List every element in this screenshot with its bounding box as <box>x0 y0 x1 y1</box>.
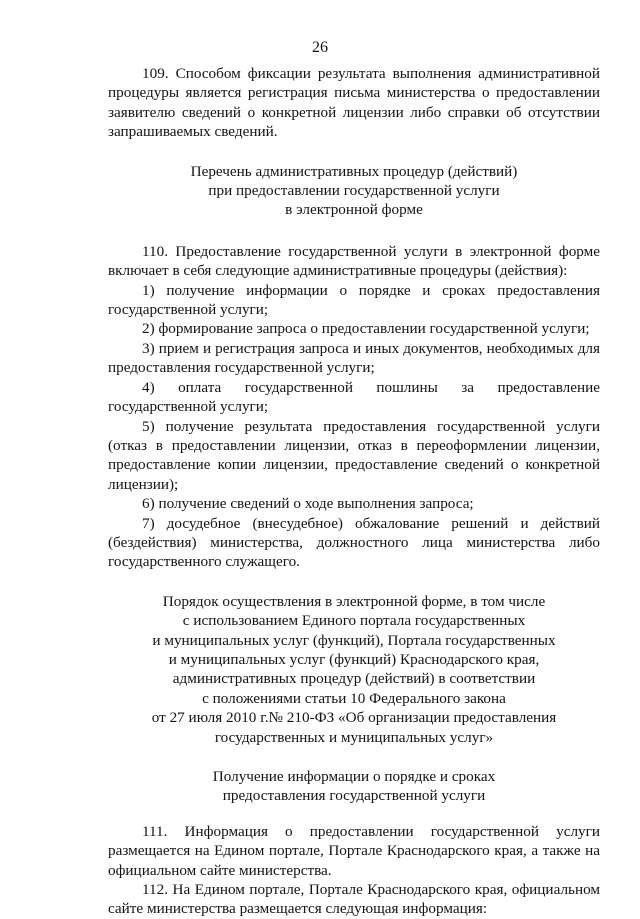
list-item: 2) формирование запроса о предоставлении государственной услуги; <box>142 320 590 338</box>
heading-line: при предоставлении государственной услуги <box>208 182 500 200</box>
heading-line: административных процедур (действий) в соответствии <box>172 670 536 688</box>
list-item: 5) получение результата предоставления государственной услуги (отказ в предоставлении лицензии, отказ в переоформлении лицензии, предоставление копии лицензии, предоставление сведений о конкретной лицензии); <box>108 417 600 493</box>
list-item: 3) прием и регистрация запроса и иных документов, необходимых для предоставления государственной услуги; <box>108 339 600 377</box>
heading-line: и муниципальных услуг (функций), Портала государственных <box>152 631 556 649</box>
page-number: 26 <box>312 39 328 56</box>
paragraph-109: 109. Способом фиксации результата выполнения административной процедуры является регистрация письма министерства о предоставлении заявителю сведений о конкретной лицензии либо справки об отсутствии запрашиваемых сведений. <box>108 65 600 141</box>
heading-line: и муниципальных услуг (функций) Краснодарского края, <box>168 650 540 668</box>
heading-procedures-list <box>108 162 600 220</box>
heading-line: государственных и муниципальных услуг» <box>214 728 494 746</box>
heading-information <box>108 767 600 806</box>
heading-line: предоставления государственной услуги <box>222 787 486 805</box>
list-item: 7) досудебное (внесудебное) обжалование решений и действий (бездействия) министерства, должностного лица министерства либо государственного служащего. <box>108 514 600 571</box>
heading-line: в электронной форме <box>285 201 423 219</box>
list-item: 1) получение информации о порядке и сроках предоставления государственной услуги; <box>108 281 600 319</box>
paragraph-112: 112. На Едином портале, Портале Краснодарского края, официальном сайте министерства размещается следующая информация: <box>108 881 600 918</box>
heading-line: Порядок осуществления в электронной форме, в том числе <box>162 592 546 610</box>
heading-line: Перечень административных процедур (действий) <box>190 162 518 180</box>
heading-line: Получение информации о порядке и сроках <box>212 768 496 785</box>
heading-line: с положениями статьи 10 Федерального закона <box>202 689 506 707</box>
list-item: 4) оплата государственной пошлины за предоставление государственной услуги; <box>108 378 600 416</box>
list-item: 6) получение сведений о ходе выполнения запроса; <box>142 495 474 513</box>
paragraph-111: 111. Информация о предоставлении государственной услуги размещается на Едином портале, Портале Краснодарского края, а также на официальном сайте министерства. <box>108 822 600 879</box>
heading-line: от 27 июля 2010 г.№ 210-ФЗ «Об организации предоставления <box>151 709 557 727</box>
heading-line: с использованием Единого портала государственных <box>182 612 526 630</box>
heading-electronic-form-order <box>108 592 600 747</box>
document-body <box>108 64 600 919</box>
paragraph-110: 110. Предоставление государственной услуги в электронной форме включает в себя следующие административные процедуры (действия): <box>108 242 600 280</box>
